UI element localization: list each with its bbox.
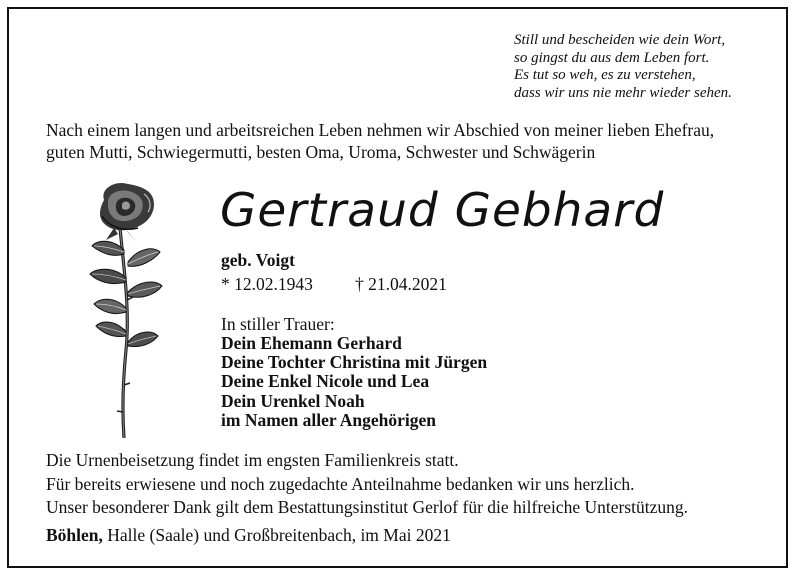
mourners-list	[221, 334, 487, 430]
mourner-line: Deine Enkel Nicole und Lea	[221, 371, 430, 392]
death-date: † 21.04.2021	[355, 274, 447, 294]
life-dates	[221, 274, 447, 295]
place-and-date	[46, 525, 451, 546]
intro-line: Nach einem langen und arbeitsreichen Leben nehmen wir Abschied von meiner lieben Ehefrau,	[46, 120, 715, 140]
place-first: Böhlen,	[46, 525, 103, 545]
note-line: Für bereits erwiesene und noch zugedachte Anteilnahme bedanken wir uns herzlich.	[46, 473, 635, 494]
birth-date: * 12.02.1943	[221, 274, 313, 294]
poem-line: so gingst du aus dem Leben fort.	[514, 49, 710, 66]
maiden-name: geb. Voigt	[221, 250, 295, 270]
mourner-line: im Namen aller Angehörigen	[221, 409, 437, 430]
closing-notes	[46, 449, 688, 520]
intro-line: guten Mutti, Schwiegermutti, besten Oma, Uroma, Schwester und Schwägerin	[46, 142, 596, 162]
mourner-line: Deine Tochter Christina mit Jürgen	[221, 352, 488, 373]
intro-text	[46, 119, 786, 163]
deceased-name: Gertraud Gebhard	[220, 183, 665, 237]
note-line: Die Urnenbeisetzung findet im engsten Familienkreis statt.	[46, 450, 459, 470]
mourner-line: Dein Ehemann Gerhard	[221, 333, 402, 353]
poem	[514, 32, 784, 102]
poem-line: Es tut so weh, es zu verstehen,	[514, 67, 696, 83]
poem-line: Still und bescheiden wie dein Wort,	[514, 32, 726, 48]
mourner-line: Dein Urenkel Noah	[221, 390, 365, 411]
note-line: Unser besonderer Dank gilt dem Bestattungsinstitut Gerlof für die hilfreiche Unterstützung.	[46, 497, 688, 517]
place-rest: Halle (Saale) und Großbreitenbach, im Mai 2021	[102, 525, 451, 545]
rose-icon	[78, 180, 178, 440]
mourning-label: In stiller Trauer:	[221, 314, 335, 334]
poem-line: dass wir uns nie mehr wieder sehen.	[514, 84, 732, 101]
